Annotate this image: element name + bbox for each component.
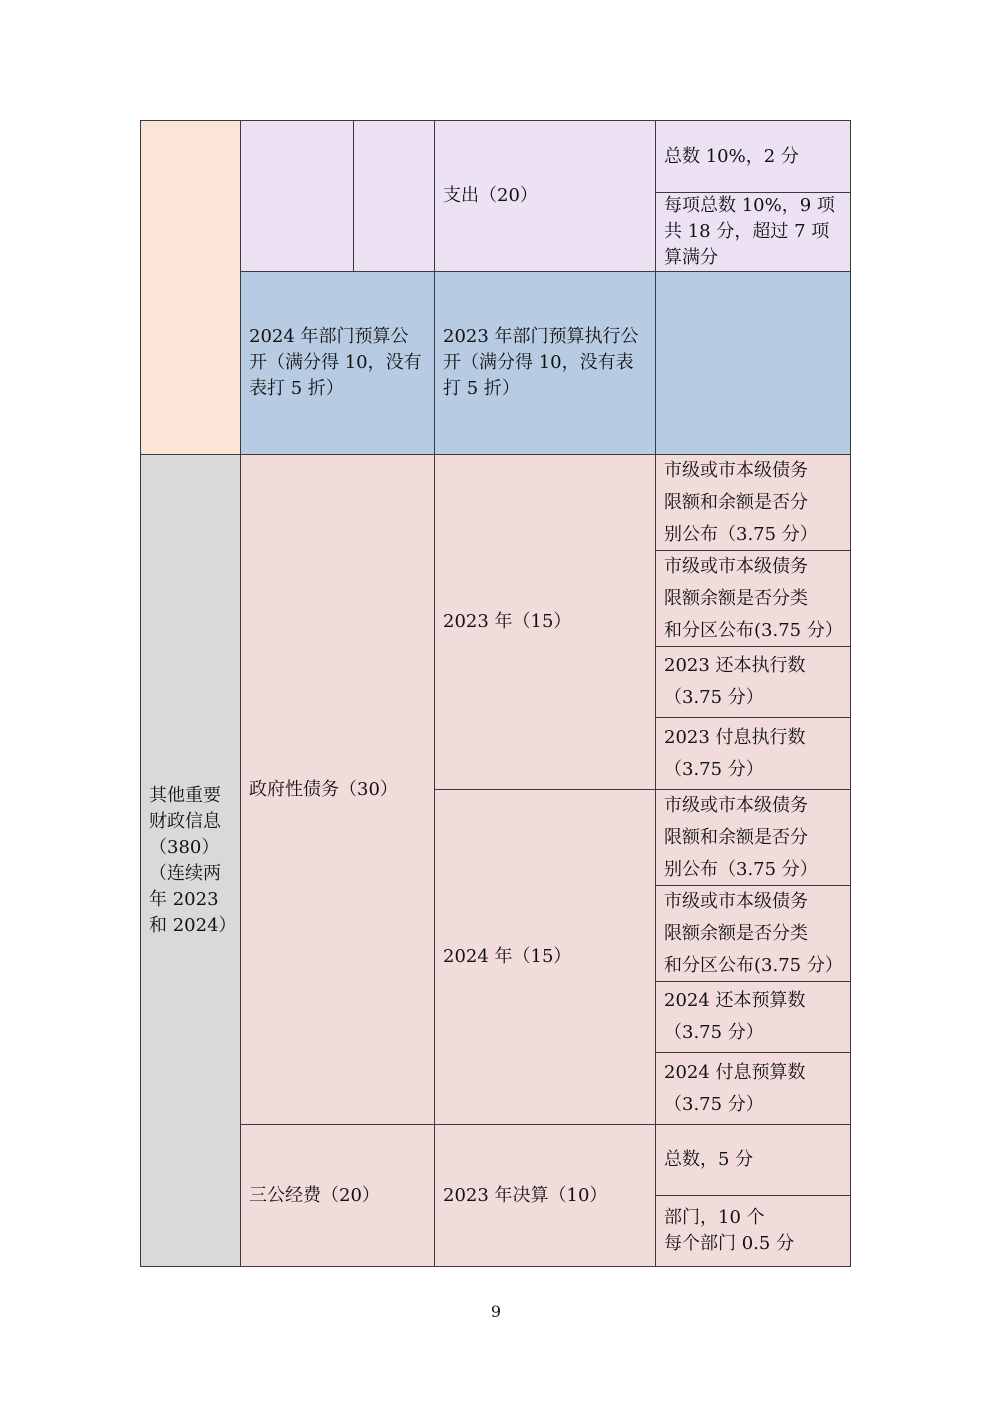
cell-text: 支出（20）: [443, 185, 538, 206]
cell-text: 2023 还本执行数 （3.75 分）: [664, 655, 806, 708]
page-number: 9: [490, 1302, 502, 1321]
table-cell-lav-item: [434, 120, 655, 271]
table-cell-debt-2023-c1: [655, 454, 850, 550]
cell-text: 政府性债务（30）: [249, 778, 398, 800]
table-cell-peach-cat: [140, 120, 240, 454]
table-cell-grey-cat: [140, 454, 240, 1266]
table-border-bottom: [140, 1266, 851, 1267]
cell-text: 2024 付息预算数 （3.75 分）: [664, 1061, 806, 1115]
cell-text: 市级或市本级债务 限额余额是否分类 和分区公布(3.75 分）: [664, 890, 843, 976]
cell-text: 2023 年（15）: [443, 611, 572, 632]
table-cell-sangong-c1: [655, 1124, 850, 1195]
cell-text: 2024 年（15）: [443, 946, 572, 967]
table-cell-debt-2023-c3: [655, 646, 850, 717]
cell-text: 其他重要 财政信息 （380） （连续两 年 2023 和 2024）: [149, 784, 237, 936]
cell-text: 总数 10%，2 分: [664, 145, 799, 167]
cell-text: 2024 还本预算数 （3.75 分）: [664, 990, 806, 1043]
table-cell-debt-2024: [434, 789, 655, 1124]
table-cell-blue-item: [434, 271, 655, 454]
cell-text: 三公经费（20）: [249, 1184, 380, 1206]
table-cell-lav-col3: [353, 120, 434, 271]
table-border-right: [850, 120, 851, 1267]
table-cell-blue-crit: [655, 271, 850, 454]
table-cell-sangong-item: [434, 1124, 655, 1266]
table-cell-sangong-c2: [655, 1195, 850, 1266]
cell-text: 2023 年决算（10）: [443, 1184, 608, 1206]
table-cell-debt-2024-c4: [655, 1052, 850, 1124]
cell-text: 市级或市本级债务 限额和余额是否分 别公布（3.75 分）: [664, 794, 818, 880]
cell-text: 市级或市本级债务 限额和余额是否分 别公布（3.75 分）: [664, 459, 818, 545]
table-cell-debt-2024-c3: [655, 981, 850, 1052]
cell-text: 2023 年部门预算执行公 开（满分得 10，没有表 打 5 折）: [443, 326, 639, 399]
table-cell-debt-2024-c1: [655, 789, 850, 885]
cell-text: 部门，10 个 每个部门 0.5 分: [664, 1207, 795, 1254]
cell-text: 2023 付息执行数 （3.75 分）: [664, 726, 806, 780]
table-cell-debt-sub: [240, 454, 434, 1124]
table-cell-debt-2023-c4: [655, 717, 850, 789]
table-cell-debt-2024-c2: [655, 885, 850, 981]
table-cell-lav-crit1: [655, 120, 850, 192]
table-cell-debt-2023: [434, 454, 655, 789]
table-cell-debt-2023-c2: [655, 550, 850, 646]
table-cell-sangong-sub: [240, 1124, 434, 1266]
table-cell-lav-col2: [240, 120, 353, 271]
table-cell-lav-crit2: [655, 192, 850, 271]
cell-text: 市级或市本级债务 限额余额是否分类 和分区公布(3.75 分）: [664, 555, 843, 641]
cell-text: 总数，5 分: [664, 1149, 754, 1170]
table-cell-blue-sub: [240, 271, 434, 454]
cell-text: 2024 年部门预算公 开（满分得 10，没有 表打 5 折）: [249, 326, 422, 399]
cell-text: 每项总数 10%，9 项 共 18 分，超过 7 项 算满分: [664, 195, 835, 268]
